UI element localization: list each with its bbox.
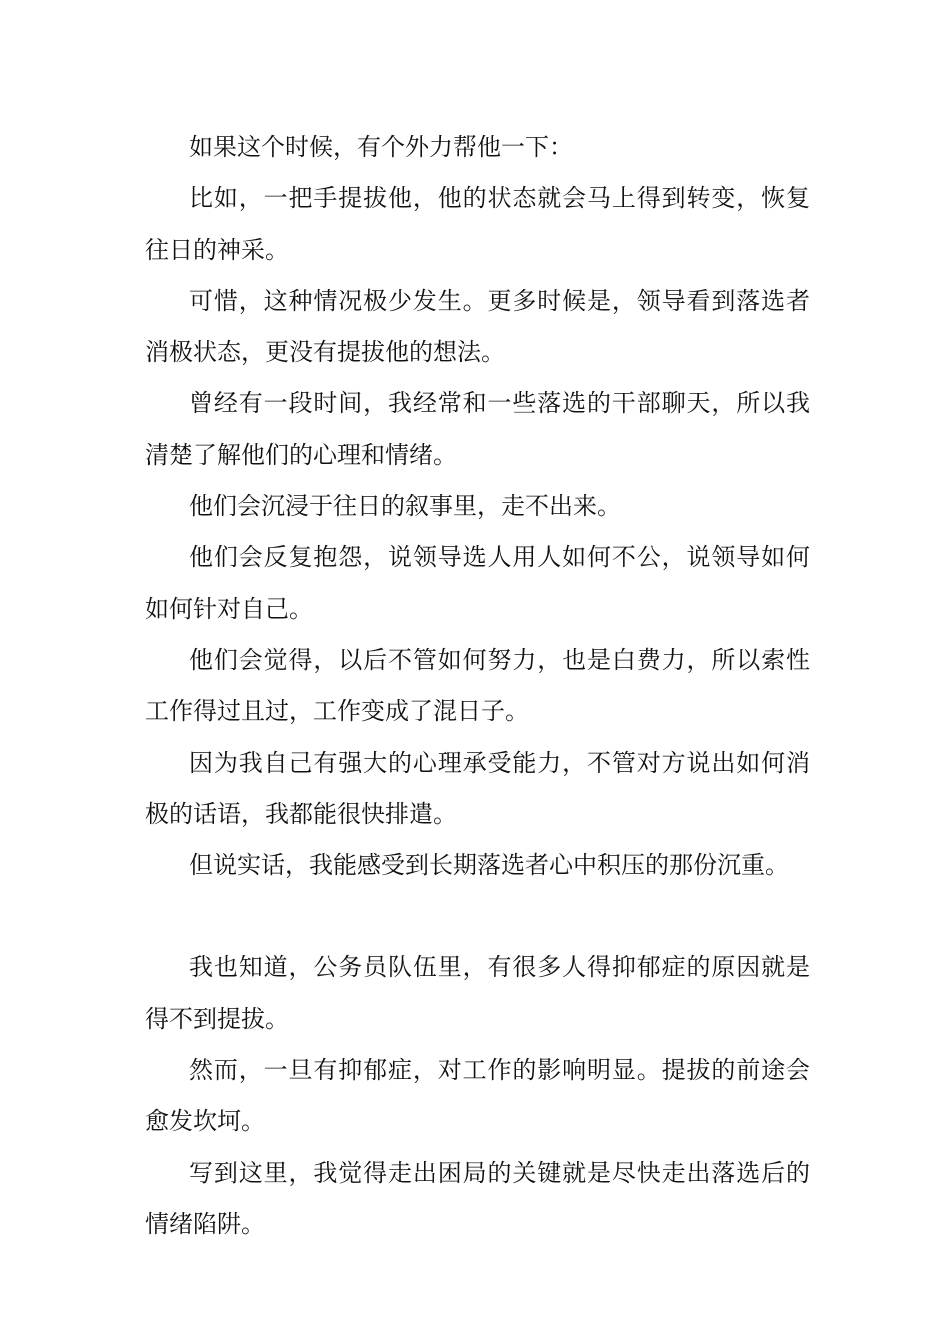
paragraph: 但说实话，我能感受到长期落选者心中积压的那份沉重。: [189, 851, 789, 880]
paragraph: 如果这个时候，有个外力帮他一下：: [189, 133, 573, 161]
paragraph: 他们会觉得，以后不管如何努力，也是白费力，所以索性工作得过且过，工作变成了混日子。: [145, 645, 810, 726]
paragraph-spacer: [145, 891, 810, 942]
paragraph: 比如，一把手提拔他，他的状态就会马上得到转变，恢复往日的神采。: [145, 184, 810, 264]
paragraph: 曾经有一段时间，我经常和一些落选的干部聊天，所以我清楚了解他们的心理和情绪。: [145, 389, 810, 469]
paragraph: 因为我自己有强大的心理承受能力，不管对方说出如何消极的话语，我都能很快排遣。: [145, 748, 810, 828]
paragraph: 他们会沉浸于往日的叙事里，走不出来。: [189, 492, 621, 521]
paragraph: 他们会反复抱怨，说领导选人用人如何不公，说领导如何如何针对自己。: [145, 543, 810, 623]
document-body: [145, 122, 810, 1250]
paragraph: 写到这里，我觉得走出困局的关键就是尽快走出落选后的情绪陷阱。: [145, 1158, 810, 1238]
paragraph: 可惜，这种情况极少发生。更多时候是，领导看到落选者消极状态，更没有提拔他的想法。: [145, 286, 810, 367]
paragraph: 然而，一旦有抑郁症，对工作的影响明显。提拔的前途会愈发坎坷。: [145, 1056, 810, 1136]
paragraph: 我也知道，公务员队伍里，有很多人得抑郁症的原因就是得不到提拔。: [145, 953, 810, 1033]
